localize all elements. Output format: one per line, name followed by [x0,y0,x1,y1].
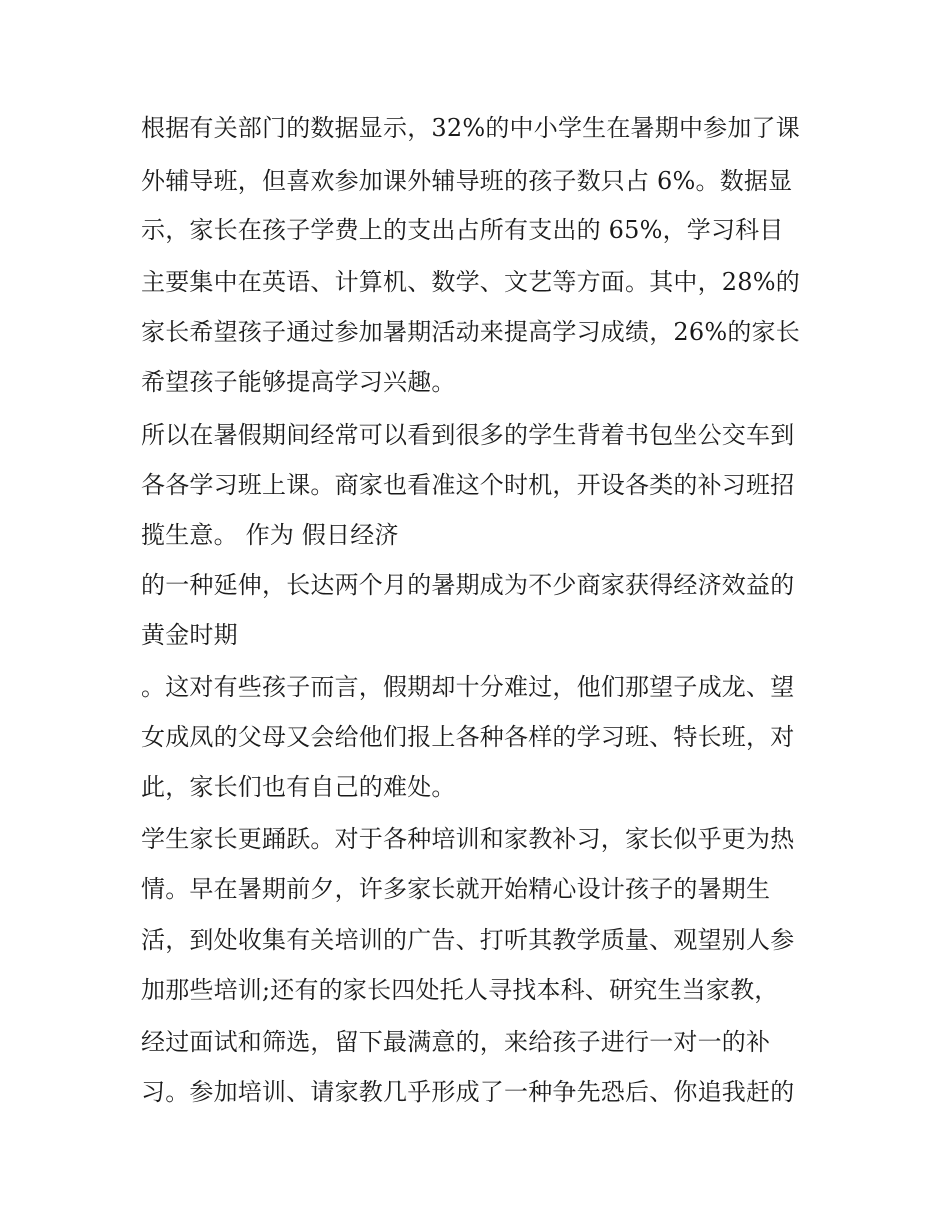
text-line: 黄金时期 [141,621,238,649]
text-line: 示，家长在孩子学费上的支出占所有支出的 65%，学习科目 [141,216,784,244]
text-line: 各各学习班上课。商家也看准这个时机，开设各类的补习班招 [141,471,795,499]
text-line: 情。早在暑期前夕，许多家长就开始精心设计孩子的暑期生 [141,875,771,903]
text-line: 家长希望孩子通过参加暑期活动来提高学习成绩，26%的家长 [141,318,800,346]
text-line: 此，家长们也有自己的难处。 [141,773,456,801]
text-line: 加那些培训;还有的家长四处托人寻找本科、研究生当家教， [141,976,779,1004]
text-line: 活，到处收集有关培训的广告、打听其教学质量、观望别人参 [141,926,795,954]
text-line: 揽生意。 作为 假日经济 [141,521,399,549]
text-line: 希望孩子能够提高学习兴趣。 [141,368,456,396]
text-line: 经过面试和筛选，留下最满意的，来给孩子进行一对一的补 [141,1028,771,1056]
text-line: 女成凤的父母又会给他们报上各种各样的学习班、特长班，对 [141,723,795,751]
text-line: 根据有关部门的数据显示，32%的中小学生在暑期中参加了课 [141,114,800,142]
text-line: 学生家长更踊跃。对于各种培训和家教补习，家长似乎更为热 [141,825,795,853]
text-line: 的一种延伸，长达两个月的暑期成为不少商家获得经济效益的 [141,571,795,599]
text-line: 。这对有些孩子而言，假期却十分难过，他们那望子成龙、望 [141,673,795,701]
text-line: 习。参加培训、请家教几乎形成了一种争先恐后、你追我赶的 [141,1078,795,1106]
text-line: 外辅导班，但喜欢参加课外辅导班的孩子数只占 6%。数据显 [141,167,793,195]
text-line: 主要集中在英语、计算机、数学、文艺等方面。其中，28%的 [141,268,800,296]
text-line: 所以在暑假期间经常可以看到很多的学生背着书包坐公交车到 [141,421,795,449]
